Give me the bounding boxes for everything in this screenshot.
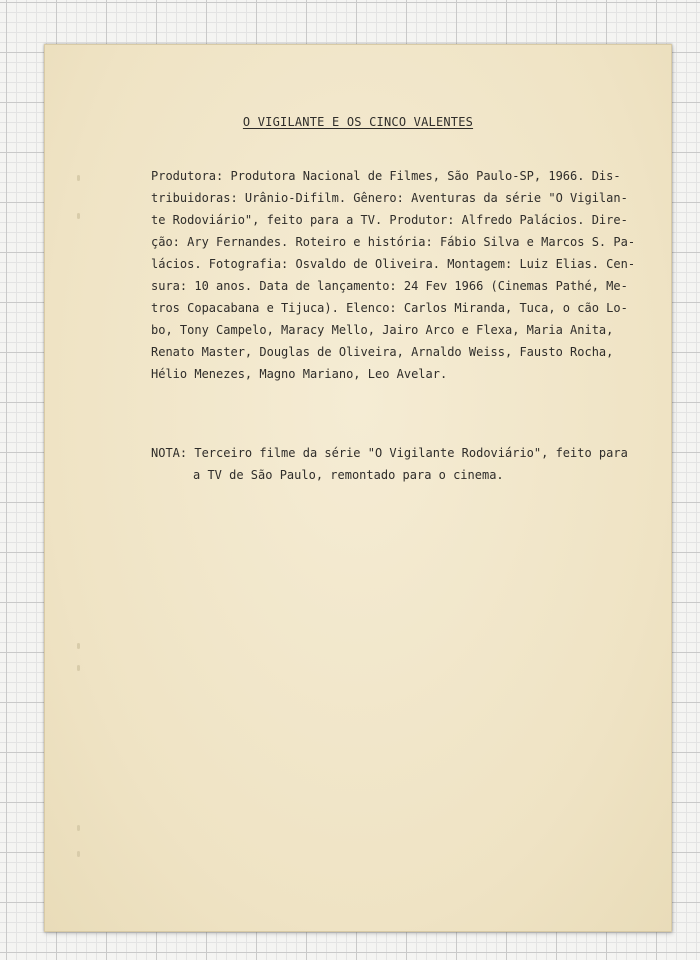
note-paragraph bbox=[151, 442, 651, 486]
credits-line: bo, Tony Campelo, Maracy Mello, Jairo Arco e Flexa, Maria Anita, bbox=[151, 323, 614, 337]
punch-mark bbox=[77, 825, 80, 831]
credits-line: Hélio Menezes, Magno Mariano, Leo Avelar. bbox=[151, 367, 448, 381]
credits-line: Produtora: Produtora Nacional de Filmes, São Paulo-SP, 1966. Dis- bbox=[151, 169, 621, 183]
punch-mark bbox=[77, 213, 80, 219]
punch-mark bbox=[77, 175, 80, 181]
credits-line: ção: Ary Fernandes. Roteiro e história: Fábio Silva e Marcos S. Pa- bbox=[151, 235, 636, 249]
note-line: a TV de São Paulo, remontado para o cinema. bbox=[193, 468, 504, 482]
credits-line: te Rodoviário", feito para a TV. Produtor: Alfredo Palácios. Dire- bbox=[151, 213, 628, 227]
film-credits-paragraph bbox=[151, 165, 641, 385]
credits-line: tros Copacabana e Tijuca). Elenco: Carlos Miranda, Tuca, o cão Lo- bbox=[151, 301, 628, 315]
document-page bbox=[44, 44, 672, 932]
punch-mark bbox=[77, 643, 80, 649]
document-title-text: O VIGILANTE E OS CINCO VALENTES bbox=[242, 115, 474, 129]
punch-mark bbox=[77, 665, 80, 671]
note-line: NOTA: Terceiro filme da série "O Vigilante Rodoviário", feito para bbox=[151, 446, 628, 460]
punch-mark bbox=[77, 851, 80, 857]
credits-line: Renato Master, Douglas de Oliveira, Arnaldo Weiss, Fausto Rocha, bbox=[151, 345, 614, 359]
credits-line: tribuidoras: Urânio-Difilm. Gênero: Aventuras da série "O Vigilan- bbox=[151, 191, 628, 205]
credits-line: lácios. Fotografia: Osvaldo de Oliveira. Montagem: Luiz Elias. Cen- bbox=[151, 257, 636, 271]
credits-line: sura: 10 anos. Data de lançamento: 24 Fev 1966 (Cinemas Pathé, Me- bbox=[151, 279, 628, 293]
document-title bbox=[45, 115, 671, 129]
